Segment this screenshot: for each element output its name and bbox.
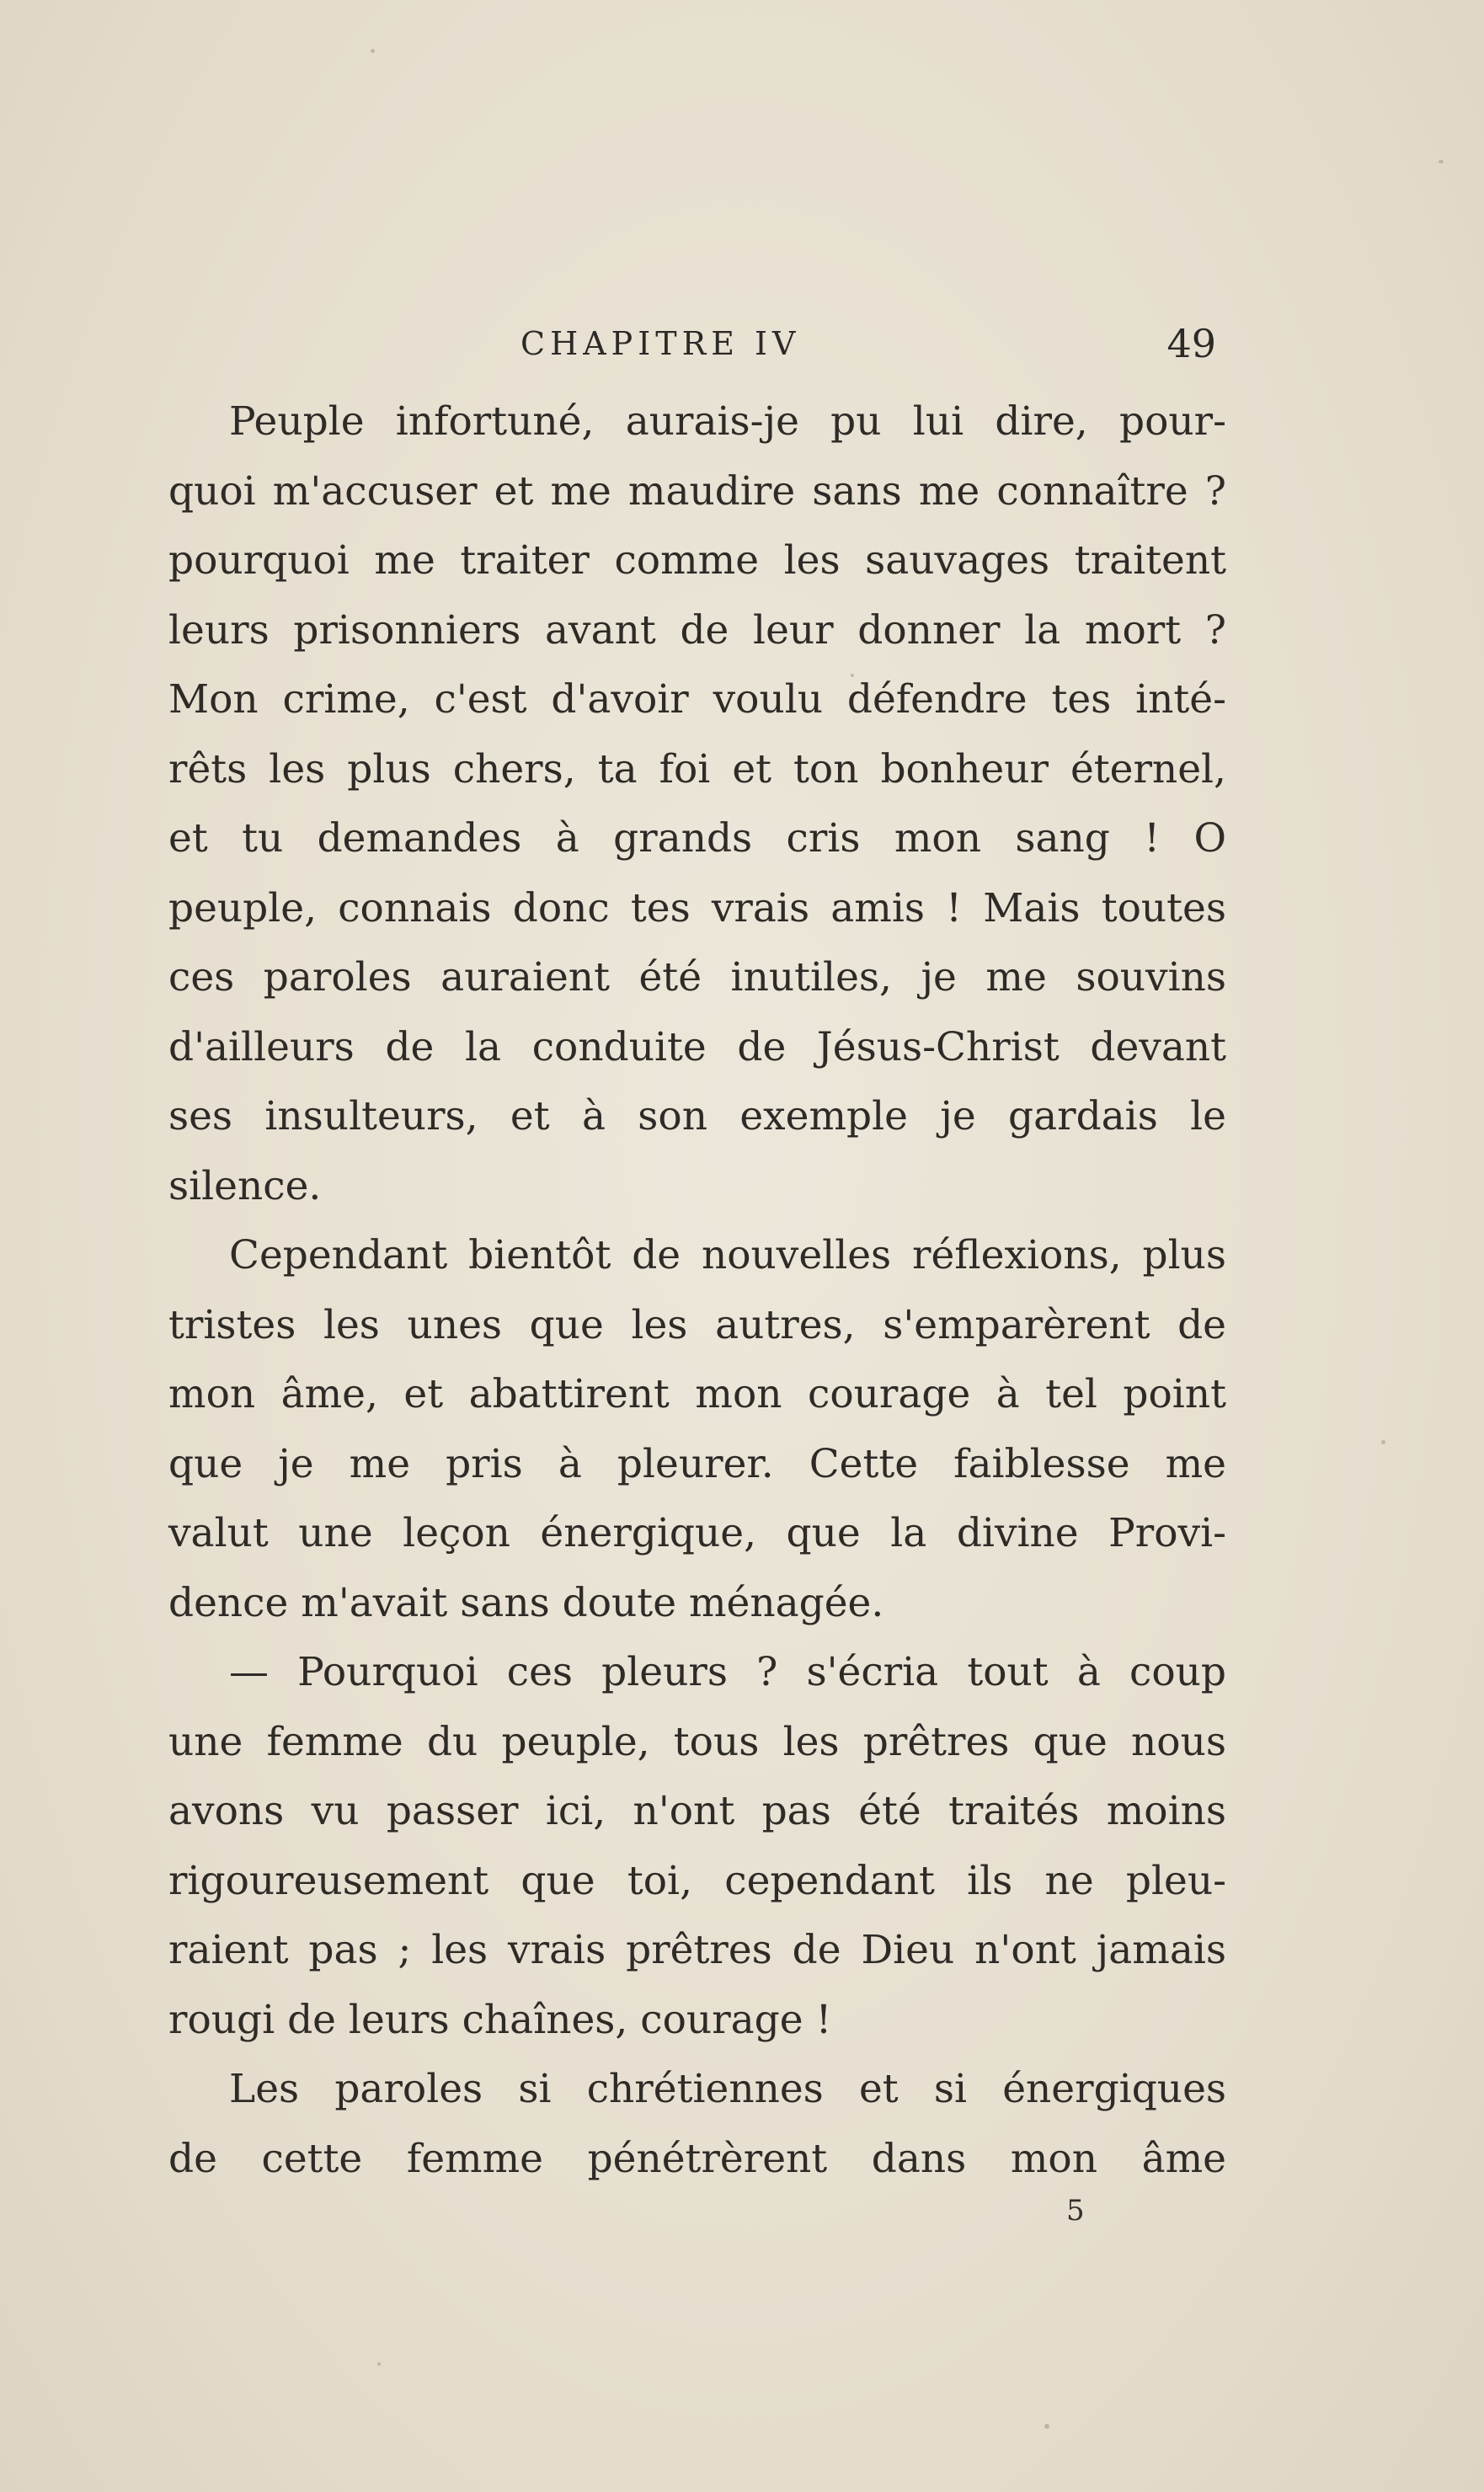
text-line: mon âme, et abattirent mon courage à tel point — [168, 1371, 1226, 1417]
text-line: ses insulteurs, et à son exemple je gardais le — [168, 1093, 1226, 1139]
text-line: une femme du peuple, tous les prêtres que nous — [168, 1718, 1226, 1765]
text-line: silence. — [168, 1162, 322, 1209]
text-line: raient pas ; les vrais prêtres de Dieu n'ont jamais — [168, 1927, 1226, 1973]
page-header — [172, 318, 1216, 369]
paper-speck — [1381, 1440, 1385, 1444]
text-line: d'ailleurs de la conduite de Jésus-Christ devant — [168, 1023, 1226, 1070]
signature-mark: 5 — [1066, 2194, 1085, 2228]
text-line: Peuple infortuné, aurais-je pu lui dire, pour- — [229, 398, 1226, 445]
text-line: Les paroles si chrétiennes et si énergiques — [229, 2066, 1226, 2112]
paper-speck — [1439, 160, 1444, 163]
text-line: pourquoi me traiter comme les sauvages traitent — [168, 537, 1226, 584]
text-line: rigoureusement que toi, cependant ils ne pleu- — [168, 1857, 1226, 1904]
text-line: Mon crime, c'est d'avoir voulu défendre tes inté- — [168, 676, 1226, 723]
text-line: tristes les unes que les autres, s'emparèrent de — [168, 1301, 1226, 1348]
paper-speck — [377, 2362, 381, 2366]
text-line: de cette femme pénétrèrent dans mon âme — [168, 2135, 1226, 2182]
running-head: CHAPITRE IV — [520, 325, 801, 362]
text-line: peuple, connais donc tes vrais amis ! Mais toutes — [168, 884, 1226, 931]
text-line: valut une leçon énergique, que la divine Provi- — [168, 1510, 1226, 1556]
paper-speck — [371, 49, 375, 53]
paper-speck — [1044, 2424, 1049, 2429]
text-line: rougi de leurs chaînes, courage ! — [168, 1996, 832, 2043]
text-line: quoi m'accuser et me maudire sans me connaître ? — [168, 467, 1226, 515]
text-line: rêts les plus chers, ta foi et ton bonheur éternel, — [168, 745, 1226, 792]
text-line: et tu demandes à grands cris mon sang ! O — [168, 815, 1226, 862]
text-line: leurs prisonniers avant de leur donner la mort ? — [168, 606, 1226, 654]
text-line: — Pourquoi ces pleurs ? s'écria tout à coup — [229, 1649, 1226, 1695]
text-line: avons vu passer ici, n'ont pas été traités moins — [168, 1788, 1226, 1834]
text-line: Cependant bientôt de nouvelles réflexions, plus — [229, 1232, 1226, 1278]
body-text — [168, 387, 1226, 2194]
text-line: dence m'avait sans doute ménagée. — [168, 1579, 884, 1626]
page-number: 49 — [1166, 321, 1216, 366]
text-line: que je me pris à pleurer. Cette faiblesse me — [168, 1440, 1226, 1487]
text-line: ces paroles auraient été inutiles, je me souvins — [168, 954, 1226, 1001]
